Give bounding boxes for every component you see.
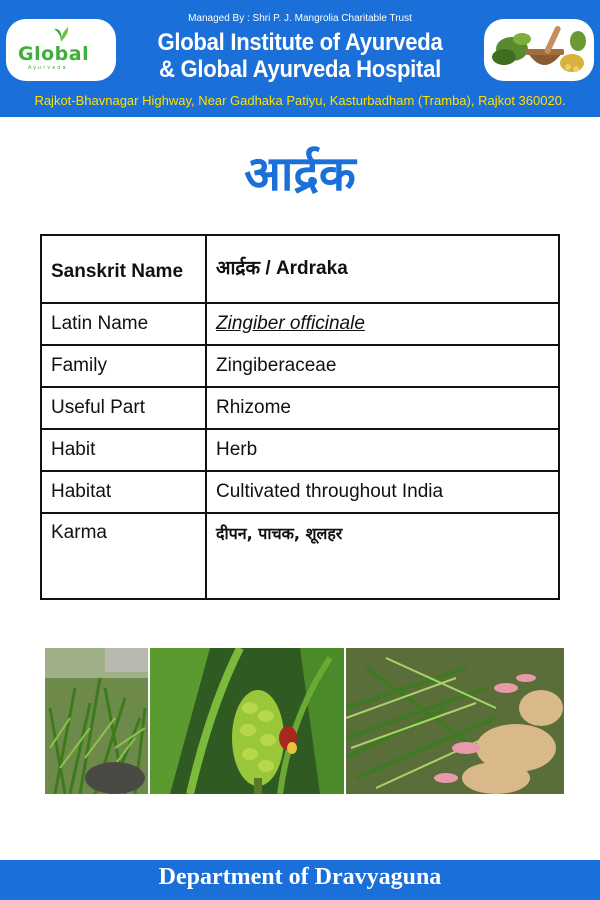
table-row — [41, 513, 559, 599]
page-title: आर्द्रक — [244, 146, 356, 202]
karma-label: Karma — [41, 513, 206, 599]
logo-subtext: Ayurveda — [28, 65, 68, 71]
herbs-mortar-image — [484, 19, 594, 81]
hospital-name: & Global Ayurveda Hospital — [159, 56, 441, 83]
institute-address: Rajkot-Bhavnagar Highway, Near Gadhaka Patiyu, Kasturbadham (Tramba), Rajkot 360020. — [34, 93, 566, 108]
table-row — [41, 235, 559, 303]
table-row — [41, 387, 559, 429]
family-value: Zingiberaceae — [206, 345, 559, 387]
table-row — [41, 429, 559, 471]
table-row — [41, 471, 559, 513]
ginger-plant-field-photo — [45, 648, 148, 794]
useful-part-label: Useful Part — [41, 387, 206, 429]
ginger-flower-photo — [150, 648, 344, 794]
karma-text: दीपन, पाचक, शूलहर — [216, 524, 343, 543]
karma-value — [206, 513, 559, 599]
habit-value: Herb — [206, 429, 559, 471]
sanskrit-name-roman: / Ardraka — [260, 258, 348, 279]
family-label: Family — [41, 345, 206, 387]
plant-info-table — [40, 234, 560, 600]
logo-wordmark: Global — [18, 43, 90, 65]
institute-name: Global Institute of Ayurveda — [157, 29, 443, 56]
header-banner — [0, 0, 600, 117]
habitat-label: Habitat — [41, 471, 206, 513]
latin-name-value — [206, 303, 559, 345]
table-row — [41, 303, 559, 345]
latin-name-label: Latin Name — [41, 303, 206, 345]
latin-name-text: Zingiber officinale — [216, 313, 365, 334]
footer-banner — [0, 860, 600, 900]
sanskrit-name-label: Sanskrit Name — [41, 235, 206, 303]
table-row — [41, 345, 559, 387]
ginger-rhizome-photo — [346, 648, 564, 794]
department-name: Department of Dravyaguna — [158, 864, 442, 890]
habit-label: Habit — [41, 429, 206, 471]
sanskrit-name-value — [206, 235, 559, 303]
managed-by-text: Managed By : Shri P. J. Mangrolia Charitable Trust — [188, 13, 412, 24]
sanskrit-name-devanagari: आर्द्रक — [216, 257, 261, 279]
useful-part-value: Rhizome — [206, 387, 559, 429]
habitat-value: Cultivated throughout India — [206, 471, 559, 513]
